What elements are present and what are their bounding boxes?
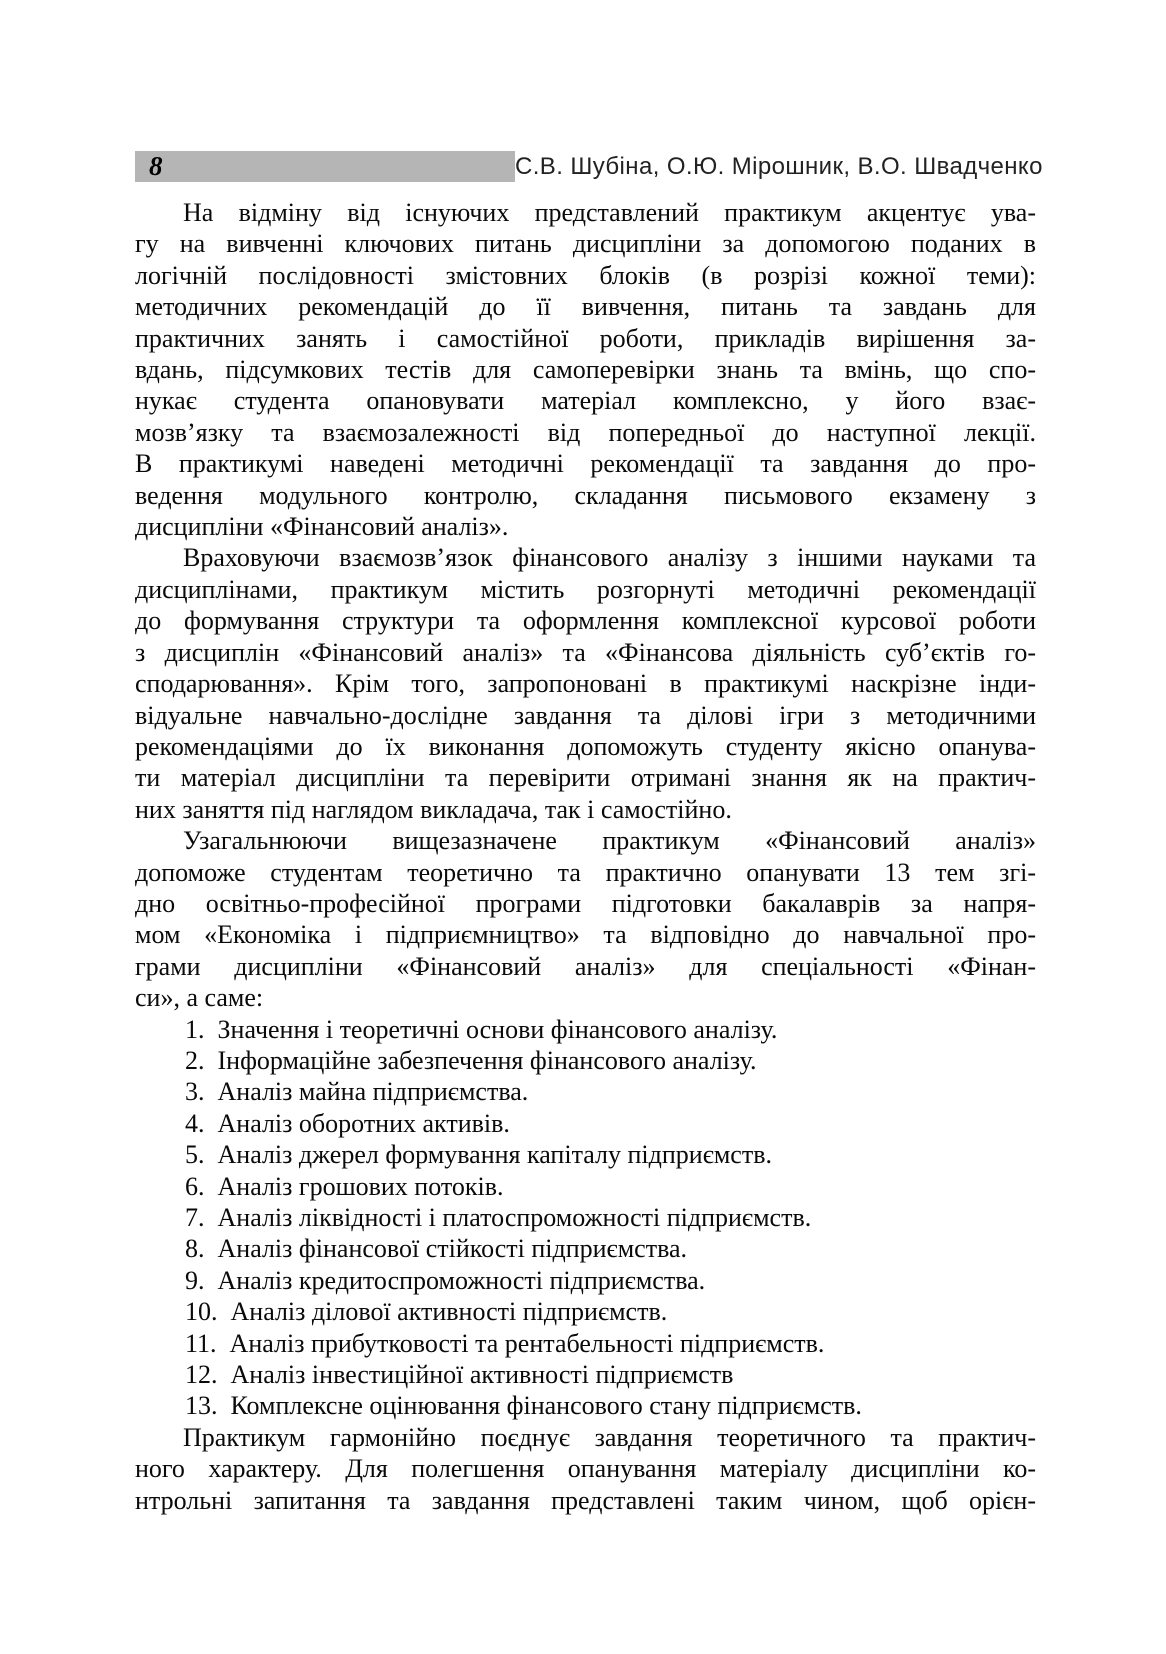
list-item-text: Аналіз кредитоспроможності підприємства.: [217, 1265, 706, 1295]
list-item-text: Значення і теоретичні основи фінансового аналізу.: [217, 1014, 778, 1044]
list-item: [135, 1359, 1036, 1390]
list-item-number: 1.: [185, 1014, 205, 1044]
text-line: грами дисципліни «Фінансовий аналіз» для спеціальності «Фінан-: [135, 951, 1036, 981]
page-header: [135, 151, 1043, 182]
text-line: сподарювання». Крім того, запропоновані в практикумі наскрізне інди-: [135, 669, 1036, 699]
text-line: мом «Економіка і підприємництво» та відповідно до навчальної про-: [135, 920, 1036, 950]
list-item-text: Аналіз прибутковості та рентабельності підприємств.: [229, 1328, 825, 1358]
list-item-number: 5.: [185, 1140, 205, 1170]
header-authors: С.В. Шубіна, О.Ю. Мірошник, В.О. Швадченко: [515, 152, 1043, 180]
text-line: рекомендаціями до їх виконання допоможуть студенту якісно опанува-: [135, 731, 1036, 761]
list-item-number: 6.: [185, 1171, 205, 1201]
list-item: [135, 1045, 1036, 1076]
paragraph: [135, 825, 1036, 1013]
text-line: допоможе студентам теоретично та практично опанувати 13 тем згі-: [135, 857, 1036, 887]
text-line: логічній послідовності змістовних блоків (в розрізі кожної теми):: [135, 260, 1036, 290]
text-line: ти матеріал дисципліни та перевірити отримані знання як на практич-: [135, 763, 1036, 793]
list-item: [135, 1296, 1036, 1327]
list-item: [135, 1139, 1036, 1170]
list-item-number: 9.: [185, 1265, 205, 1295]
list-item-number: 11.: [185, 1328, 217, 1358]
list-item-number: 2.: [185, 1045, 205, 1075]
list-item: [135, 1265, 1036, 1296]
text-line: нукає студента опановувати матеріал комплексно, у його взає-: [135, 386, 1036, 416]
text-line: дисципліни «Фінансовий аналіз».: [135, 512, 509, 542]
text-line: вдань, підсумкових тестів для самоперевірки знань та вмінь, що спо-: [135, 355, 1036, 385]
text-line: нтрольні запитання та завдання представлені таким чином, щоб орієн-: [135, 1485, 1036, 1515]
text-line: ного характеру. Для полегшення опанування матеріалу дисципліни ко-: [135, 1454, 1036, 1484]
paragraph: [135, 1422, 1036, 1516]
text-line: Практикум гармонійно поєднує завдання теоретичного та практич-: [183, 1422, 1036, 1452]
text-line: методичних рекомендацій до її вивчення, питань та завдань для: [135, 292, 1036, 322]
list-item: [135, 1171, 1036, 1202]
text-line: Враховуючи взаємозв’язок фінансового аналізу з іншими науками та: [183, 543, 1036, 573]
list-item-text: Аналіз фінансової стійкості підприємства.: [217, 1234, 688, 1264]
list-item: [135, 1328, 1036, 1359]
text-line: ведення модульного контролю, складання письмового екзамену з: [135, 480, 1036, 510]
text-line: відуальне навчально-дослідне завдання та ділові ігри з методичними: [135, 700, 1036, 730]
paragraph: [135, 197, 1036, 542]
list-item-text: Комплексне оцінювання фінансового стану підприємств.: [230, 1391, 862, 1421]
list-item-text: Аналіз ліквідності і платоспроможності підприємств.: [217, 1203, 812, 1232]
list-item: [135, 1108, 1036, 1139]
list-item-number: 7.: [185, 1203, 205, 1232]
text-line: гу на вивченні ключових питань дисципліни за допомогою поданих в: [135, 229, 1036, 259]
text-line: В практикумі наведені методичні рекомендації та завдання до про-: [135, 449, 1036, 479]
text-line: до формування структури та оформлення комплексної курсової роботи: [135, 606, 1036, 636]
text-line: них заняття під наглядом викладача, так і самостійно.: [135, 794, 732, 824]
list-item-number: 8.: [185, 1234, 205, 1264]
text-line: мозв’язку та взаємозалежності від попередньої до наступної лекції.: [135, 417, 1036, 447]
list-item: [135, 1202, 1036, 1233]
numbered-list: [135, 1014, 1036, 1422]
text-line: з дисциплін «Фінансовий аналіз» та «Фінансова діяльність суб’єктів го-: [135, 637, 1036, 667]
list-item-text: Аналіз джерел формування капіталу підприємств.: [217, 1140, 772, 1170]
list-item-text: Аналіз інвестиційної активності підприємств: [230, 1360, 734, 1390]
list-item: [135, 1076, 1036, 1107]
list-item-text: Аналіз ділової активності підприємств.: [230, 1297, 668, 1327]
list-item-text: Аналіз майна підприємства.: [217, 1077, 529, 1107]
paragraph: [135, 542, 1036, 825]
list-item-number: 3.: [185, 1077, 205, 1107]
text-line: дно освітньо-професійної програми підготовки бакалаврів за напря-: [135, 888, 1036, 918]
page-number: 8: [149, 151, 163, 181]
list-item: [135, 1390, 1036, 1421]
text-line: Узагальнюючи вищезазначене практикум «Фінансовий аналіз»: [183, 826, 1036, 856]
list-item-text: Аналіз грошових потоків.: [217, 1171, 504, 1201]
text-line: практичних занять і самостійної роботи, прикладів вирішення за-: [135, 323, 1036, 353]
list-item-text: Аналіз оборотних активів.: [217, 1108, 510, 1138]
text-line: На відміну від існуючих представлений практикум акцентує ува-: [183, 198, 1036, 227]
list-item: [135, 1014, 1036, 1045]
list-item-number: 4.: [185, 1108, 205, 1138]
list-item-number: 10.: [185, 1297, 218, 1327]
text-line: си», а саме:: [135, 983, 264, 1013]
page-body: [135, 197, 1036, 1516]
list-item-number: 12.: [185, 1360, 218, 1390]
list-item-text: Інформаційне забезпечення фінансового аналізу.: [217, 1045, 757, 1075]
list-item: [135, 1233, 1036, 1264]
header-bar: [135, 151, 515, 182]
list-item-number: 13.: [185, 1391, 218, 1421]
text-line: дисциплінами, практикум містить розгорнуті методичні рекомендації: [135, 574, 1036, 604]
